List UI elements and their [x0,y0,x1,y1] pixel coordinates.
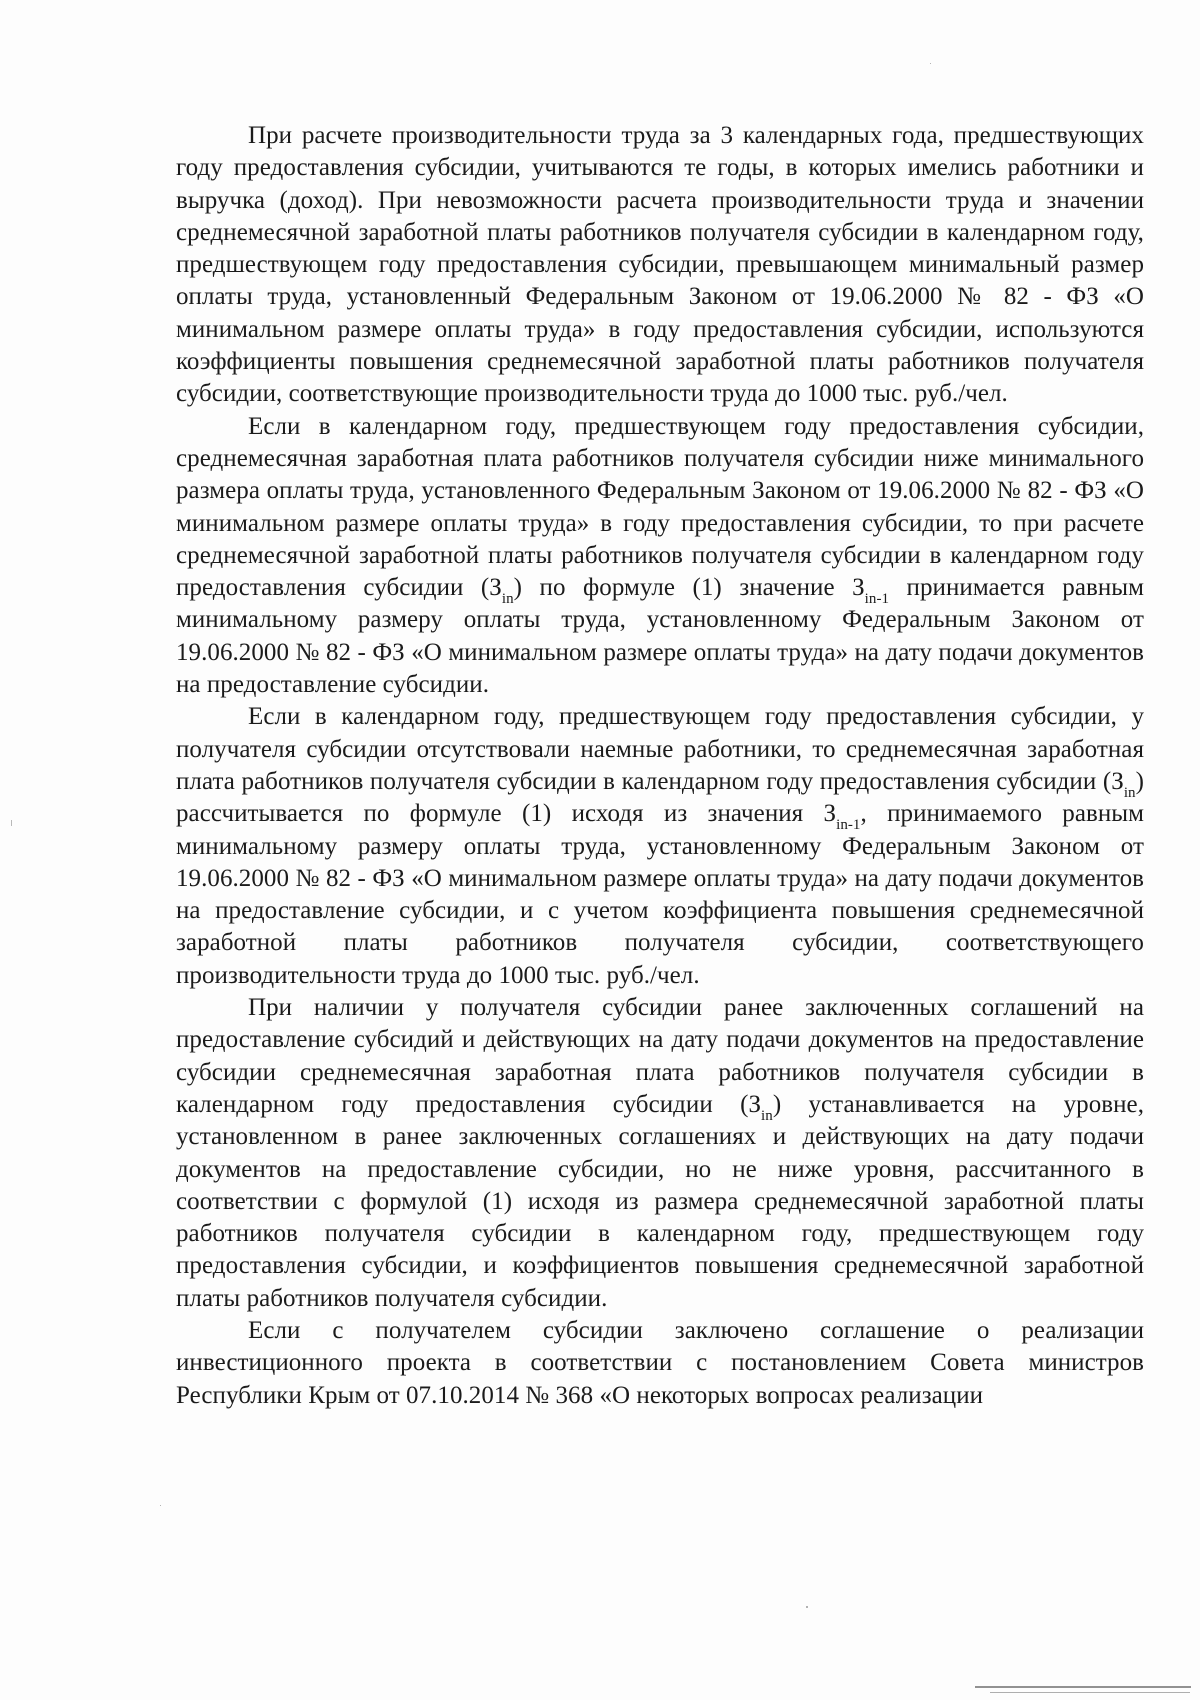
subscript-index: in [761,1107,773,1124]
paragraph-text: , принимаемого равным минимальному размеру оплаты труда, установленному Федеральным Законом от 19.06.2000 № 82 - ФЗ «О минимальном размере оплаты труда» на дату подачи документов на предоставление субсидии, и с учетом коэффициента повышения среднемесячной заработной платы работников получателя субсидии, соответствующего производительности труда до 1000 тыс. руб./чел. [176,800,1144,989]
subscript-index: in [1123,784,1136,801]
paragraph-text: Если с получателем субсидии заключено соглашение о реализации инвестиционного проекта в соответствии с постановлением Совета министров Республики Крым от 07.10.2014 № 368 «О некоторых вопросах реализации [176,1316,1144,1409]
subscript-index: in [501,591,514,608]
subscript-index: in-1 [864,591,890,608]
paragraph-labor-productivity [176,120,1144,411]
paragraph-text: При наличии у получателя субсидии ранее заключенных соглашений на предоставление субсидий и действующих на дату подачи документов на предоставление субсидии среднемесячная заработная плата работников получателя субсидии в календарном году предоставления субсидии (З [176,994,1144,1118]
subscript-index: in-1 [836,817,861,834]
scan-speck [930,63,931,64]
paragraph-text: ) рассчитывается по формуле (1) исходя из значения З [176,767,1144,828]
scan-edge-line [990,1692,1190,1693]
scan-speck [11,820,12,826]
document-body [176,120,1144,1412]
scan-speck [160,1505,161,1506]
paragraph-text: При расчете производительности труда за 3 календарных года, предшествующих году предоставления субсидии, учитываются те годы, в которых имелись работники и выручка (доход). При невозможности расчета производительности труда и значении среднемесячной заработной платы работников получателя субсидии в календарном году, предшествующем году предоставления субсидии, превышающем минимальный размер оплаты труда, установленный Федеральным Законом от 19.06.2000 № 82 - ФЗ «О минимальном размере оплаты труда» в году предоставления субсидии, используются коэффициенты повышения среднемесячной заработной платы работников получателя субсидии, соответствующие производительности труда до 1000 тыс. руб./чел. [176,122,1144,408]
paragraph-text: принимается равным минимальному размеру оплаты труда, установленному Федеральным Законом от 19.06.2000 № 82 - ФЗ «О минимальном размере оплаты труда» на дату подачи документов на предоставление субсидии. [176,574,1144,699]
scan-speck [806,1606,808,1608]
paragraph-investment-project [176,1315,1144,1412]
paragraph-no-employees [176,701,1144,992]
paragraph-text: ) по формуле (1) значение З [513,574,865,602]
paragraph-salary-below-minimum [176,411,1144,702]
paragraph-text: Если в календарном году, предшествующем году предоставления субсидии, у получателя субсидии отсутствовали наемные работники, то среднемесячная заработная плата работников получателя субсидии в календарном году предоставления субсидии (З [176,703,1144,795]
paragraph-text: Если в календарном году, предшествующем году предоставления субсидии, среднемесячная заработная плата работников получателя субсидии ниже минимального размера оплаты труда, установленного Федеральным Законом от 19.06.2000 № 82 - ФЗ «О минимальном размере оплаты труда» в году предоставления субсидии, то при расчете среднемесячной заработной платы работников получателя субсидии в календарном году предоставления субсидии (З [176,412,1144,602]
paragraph-text: ) устанавливается на уровне, установленном в ранее заключенных соглашениях и действующих на дату подачи документов на предоставление субсидии, но не ниже уровня, рассчитанного в соответствии с формулой (1) исходя из размера среднемесячной заработной платы работников получателя субсидии в календарном году, предшествующем году предоставления субсидии, и коэффициентов повышения среднемесячной заработной платы работников получателя субсидии. [176,1090,1145,1312]
paragraph-existing-agreements [176,992,1144,1315]
scan-edge-line [975,1686,1191,1688]
